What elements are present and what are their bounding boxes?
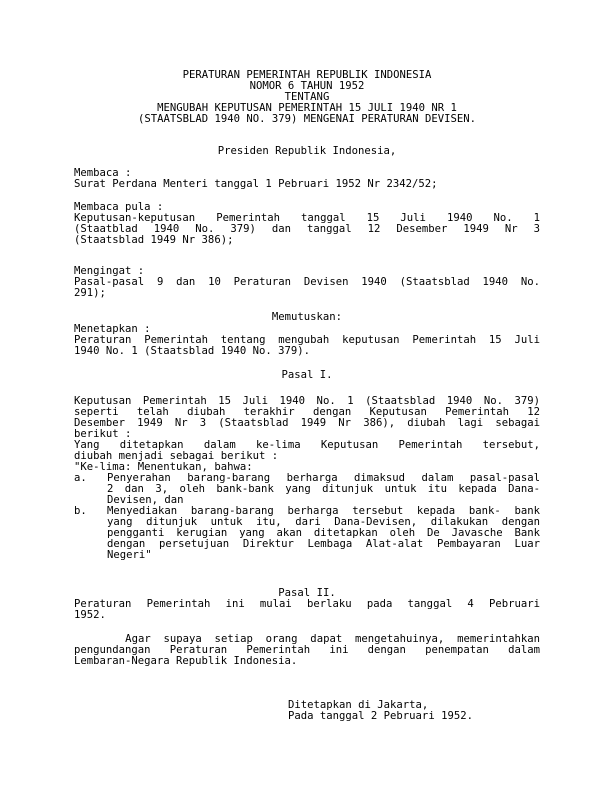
paragraph-line: (Staatsblad 1949 Nr 386); bbox=[74, 234, 234, 246]
signature-block bbox=[288, 700, 538, 722]
paragraph-line: 1952. bbox=[74, 609, 106, 621]
paragraph-line: Peraturan Pemerintah tentang mengubah keputusan Pemerintah 15 Juli bbox=[74, 334, 540, 346]
list-item-line: Negeri" bbox=[107, 549, 152, 561]
list-item-line: dengan persetujuan Direktur Lembaga Alat-alat Pembayaran Luar bbox=[107, 538, 540, 550]
list-marker: a. bbox=[74, 472, 87, 484]
title-line: MENGUBAH KEPUTUSAN PEMERINTAH 15 JULI 1940 NR 1 bbox=[157, 102, 457, 114]
menetapkan-section bbox=[74, 324, 540, 357]
paragraph-line: Keputusan Pemerintah 15 Juli 1940 No. 1 (Staatsblad 1940 No. 379) bbox=[74, 395, 540, 407]
title-line: (STAATSBLAD 1940 NO. 379) MENGENAI PERATURAN DEVISEN. bbox=[137, 113, 477, 125]
membaca-section bbox=[74, 168, 540, 190]
paragraph-line: Pasal-pasal 9 dan 10 Peraturan Devisen 1940 (Staatsblad 1940 No. bbox=[74, 276, 540, 288]
list-item-line: 2 dan 3, oleh bank-bank yang ditunjuk untuk itu kepada Dana- bbox=[107, 483, 540, 495]
pasal-1-heading: Pasal I. bbox=[281, 369, 333, 381]
paragraph-line: Yang ditetapkan dalam ke-lima Keputusan Pemerintah tersebut, bbox=[74, 439, 540, 451]
signature-line: Ditetapkan di Jakarta, bbox=[288, 699, 429, 711]
pasal-1-intro bbox=[74, 396, 540, 473]
title-line: PERATURAN PEMERINTAH REPUBLIK INDONESIA bbox=[182, 69, 432, 81]
paragraph-line: Surat Perdana Menteri tanggal 1 Pebruari 1952 Nr 2342/52; bbox=[74, 178, 438, 190]
list-item-line: Penyerahan barang-barang berharga dimaksud dalam pasal-pasal bbox=[107, 472, 540, 484]
closing-paragraph bbox=[74, 634, 540, 667]
signature-line: Pada tanggal 2 Pebruari 1952. bbox=[288, 710, 473, 722]
paragraph-line: Desember 1949 Nr 3 (Staatsblad 1949 Nr 386), diubah lagi sebagai bbox=[74, 417, 540, 429]
list-marker: b. bbox=[74, 505, 87, 517]
list-item-line: pengganti kerugian yang akan ditetapkan oleh De Javasche Bank bbox=[107, 527, 540, 539]
paragraph-line: diubah menjadi sebagai berikut : bbox=[74, 450, 279, 462]
paragraph-line: (Staatblad 1940 No. 379) dan tanggal 12 Desember 1949 Nr 3 bbox=[74, 223, 540, 235]
paragraph-line: Keputusan-keputusan Pemerintah tanggal 15 Juli 1940 No. 1 bbox=[74, 212, 540, 224]
memutuskan-heading: Memutuskan: bbox=[271, 311, 343, 323]
paragraph-line: Agar supaya setiap orang dapat mengetahuinya, memerintahkan bbox=[74, 633, 540, 645]
pasal-2-heading: Pasal II. bbox=[278, 587, 336, 599]
president-line: Presiden Republik Indonesia, bbox=[217, 145, 397, 157]
membaca-pula-section bbox=[74, 202, 540, 246]
paragraph-line: berikut : bbox=[74, 428, 132, 440]
section-label: Menetapkan : bbox=[74, 323, 151, 335]
paragraph-line: "Ke-lima: Menentukan, bahwa: bbox=[74, 461, 253, 473]
paragraph-line: 291); bbox=[74, 287, 106, 299]
paragraph-line: pengundangan Peraturan Pemerintah ini dengan penempatan dalam bbox=[74, 644, 540, 656]
section-label: Membaca : bbox=[74, 167, 132, 179]
paragraph-line: seperti telah diubah terakhir dengan Keputusan Pemerintah 12 bbox=[74, 406, 540, 418]
list-item-line: Devisen, dan bbox=[107, 494, 184, 506]
pasal-2-body bbox=[74, 599, 540, 621]
mengingat-section bbox=[74, 266, 540, 299]
paragraph-line: 1940 No. 1 (Staatsblad 1940 No. 379). bbox=[74, 345, 310, 357]
section-label: Membaca pula : bbox=[74, 201, 164, 213]
document-title-block bbox=[74, 70, 540, 125]
paragraph-line: Peraturan Pemerintah ini mulai berlaku pada tanggal 4 Pebruari bbox=[74, 598, 540, 610]
paragraph-line: Lembaran-Negara Republik Indonesia. bbox=[74, 655, 298, 667]
list-item-line: yang ditunjuk untuk itu, dari Dana-Devisen, dilakukan dengan bbox=[107, 516, 540, 528]
title-line: TENTANG bbox=[284, 91, 330, 103]
list-item-line: Menyediakan barang-barang berharga tersebut kepada bank- bank bbox=[107, 505, 540, 517]
title-line: NOMOR 6 TAHUN 1952 bbox=[249, 80, 365, 92]
section-label: Mengingat : bbox=[74, 265, 145, 277]
